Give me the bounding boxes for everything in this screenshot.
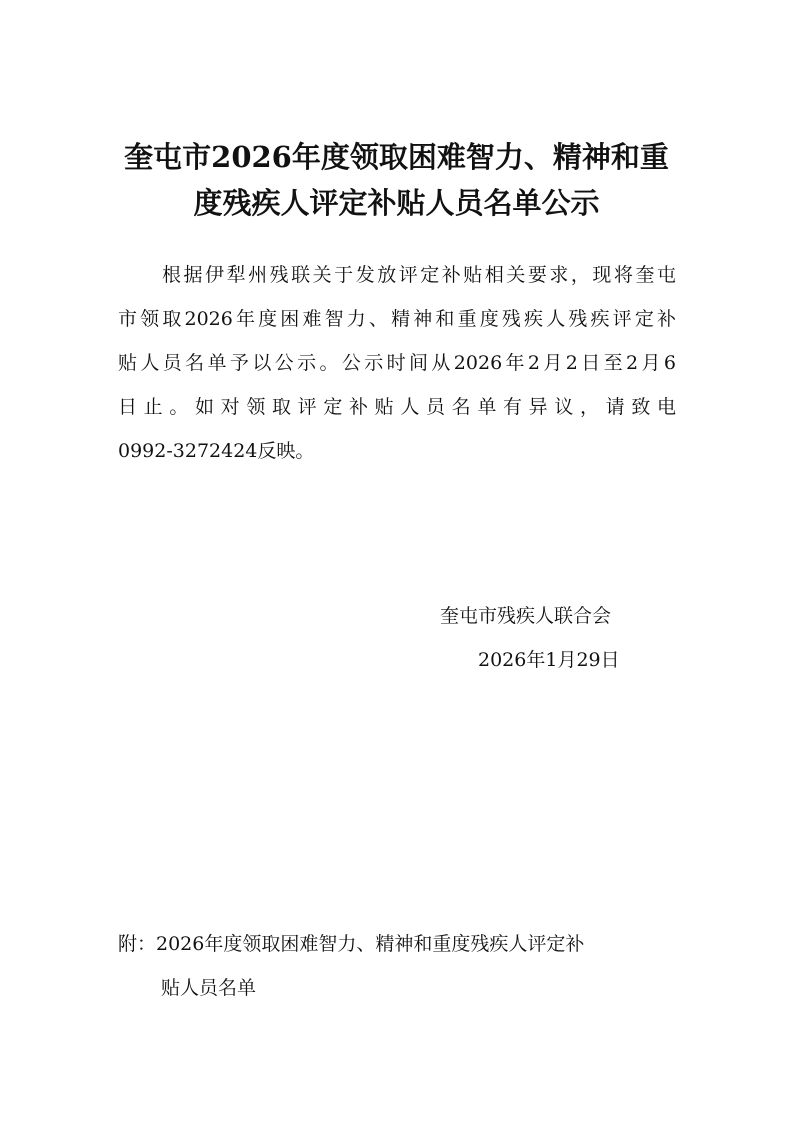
body-paragraph-line-2: 市领取2026年度困难智力、精神和重度残疾人残疾评定补 — [118, 308, 676, 330]
body-paragraph-line-1: 根据伊犁州残联关于发放评定补贴相关要求，现将奎屯 — [162, 264, 676, 286]
attachment-note-line-2: 贴人员名单 — [161, 977, 257, 999]
attachment-note-line-1: 附：2026年度领取困难智力、精神和重度残疾人评定补 — [118, 933, 585, 955]
document-title-line-2: 度残疾人评定补贴人员名单公示 — [193, 186, 600, 220]
body-paragraph-line-3: 贴人员名单予以公示。公示时间从2026年2月2日至2月6 — [118, 352, 676, 374]
signature-organization: 奎屯市残疾人联合会 — [440, 605, 612, 627]
signature-date: 2026年1月29日 — [478, 649, 620, 671]
body-paragraph-line-4: 日止。如对领取评定补贴人员名单有异议，请致电 — [118, 396, 676, 418]
document-title-line-1: 奎屯市2026年度领取困难智力、精神和重 — [124, 140, 669, 174]
body-paragraph-line-5: 0992-3272424反映。 — [118, 440, 315, 462]
